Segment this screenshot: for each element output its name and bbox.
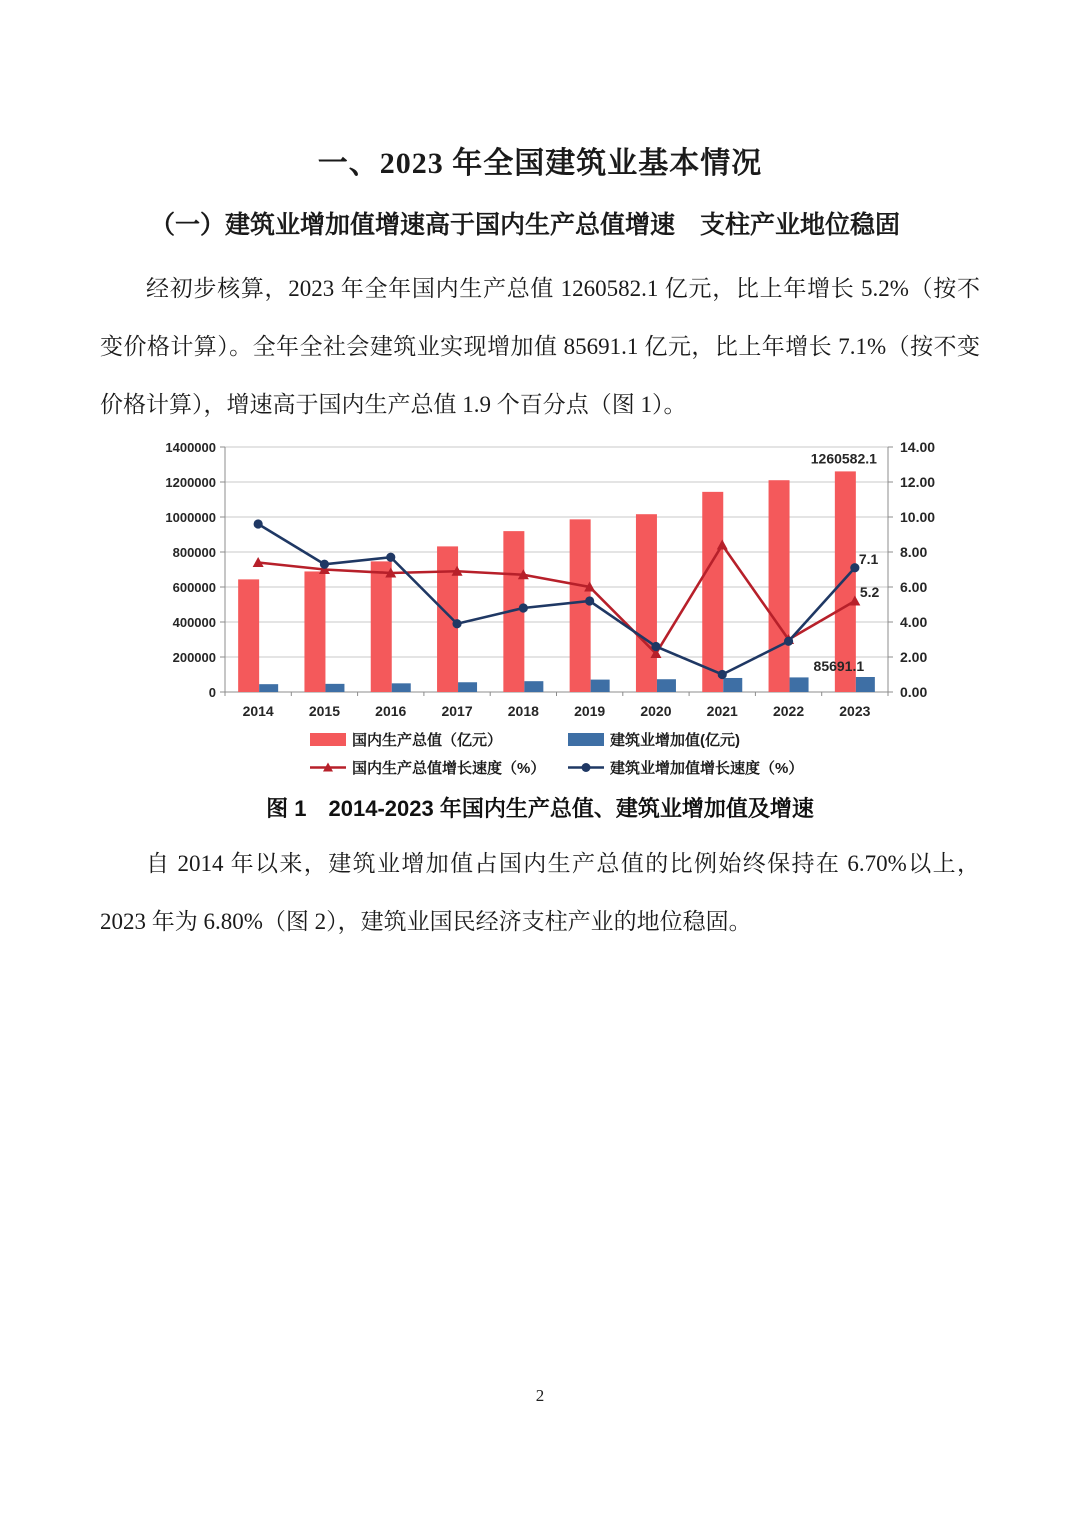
bar-2021 — [702, 492, 723, 692]
gdp-bars — [238, 471, 856, 692]
right-axis-tick-label: 10.00 — [900, 509, 936, 525]
figure-1 — [100, 434, 980, 823]
left-axis-tick-label: 800000 — [172, 545, 216, 560]
circle-marker — [452, 619, 461, 628]
legend-circle-marker — [582, 763, 591, 772]
circle-marker — [718, 670, 727, 679]
bar-2020 — [657, 679, 676, 692]
section-heading: 一、2023 年全国建筑业基本情况 — [317, 147, 763, 180]
bar-2016 — [371, 561, 392, 692]
page-number: 2 — [535, 1386, 545, 1405]
year-label: 2014 — [242, 703, 274, 719]
bar-2015 — [325, 684, 344, 692]
right-axis-tick-label: 12.00 — [900, 474, 936, 490]
bar-2017 — [437, 546, 458, 692]
paragraph-intro: 经初步核算，2023 年全年国内生产总值 1260582.1 亿元，比上年增长 5.2%（按不变价格计算）。全年全社会建筑业实现增加值 85691.1 亿元，比上年增长 7.1%（按不变价格计算），增速高于国内生产总值 1.9 个百分点（图 1）。 — [100, 276, 980, 417]
bar-2022 — [769, 480, 790, 692]
figure-caption: 图 1 2014-2023 年国内生产总值、建筑业增加值及增速 — [266, 796, 814, 821]
right-axis-labels — [900, 439, 935, 700]
right-axis-tick-label: 4.00 — [900, 614, 928, 630]
year-label: 2023 — [839, 703, 871, 719]
year-label: 2022 — [772, 703, 805, 719]
bar-2020 — [636, 514, 657, 692]
legend-label: 国内生产总值增长速度（%） — [352, 760, 546, 777]
subsection-heading: （一）建筑业增加值增速高于国内生产总值增速 支柱产业地位稳固 — [150, 212, 901, 239]
left-axis-tick-label: 1200000 — [165, 475, 216, 490]
year-label: 2019 — [574, 703, 606, 719]
right-axis-tick-label: 8.00 — [900, 544, 928, 560]
combo-chart-container — [130, 434, 1010, 790]
legend-label: 国内生产总值（亿元） — [352, 732, 503, 749]
bar-2015 — [304, 571, 325, 692]
year-label: 2016 — [375, 703, 407, 719]
data-label: 85691.1 — [813, 658, 865, 675]
circle-marker — [651, 642, 660, 651]
circle-marker — [320, 560, 329, 569]
bar-2022 — [790, 677, 809, 692]
bar-2016 — [392, 683, 411, 692]
year-label: 2018 — [507, 703, 539, 719]
left-axis-tick-label: 0 — [208, 685, 216, 700]
bar-2021 — [723, 678, 742, 692]
legend-swatch — [568, 733, 604, 746]
left-axis-tick-label: 400000 — [172, 615, 216, 630]
circle-marker — [585, 596, 594, 605]
x-axis-labels — [243, 703, 871, 719]
legend-swatch — [310, 733, 346, 746]
year-label: 2015 — [308, 703, 341, 719]
circle-marker — [386, 553, 395, 562]
bar-2023 — [856, 677, 875, 692]
left-axis-tick-label: 200000 — [172, 650, 216, 665]
year-label: 2021 — [706, 703, 738, 719]
bar-2018 — [524, 681, 543, 692]
right-axis-tick-label: 6.00 — [900, 579, 928, 595]
left-axis-tick-label: 600000 — [172, 580, 216, 595]
data-label: 5.2 — [859, 584, 880, 600]
legend-label: 建筑业增加值(亿元) — [610, 732, 740, 749]
bar-2017 — [458, 682, 477, 692]
paragraph-ratio: 自 2014 年以来，建筑业增加值占国内生产总值的比例始终保持在 6.70%以上，2023 年为 6.80%（图 2），建筑业国民经济支柱产业的地位稳固。 — [100, 851, 980, 934]
bar-2014 — [238, 579, 259, 692]
left-axis-tick-label: 1000000 — [165, 510, 216, 525]
circle-marker — [254, 519, 263, 528]
circle-marker — [784, 637, 793, 646]
right-axis-tick-label: 14.00 — [900, 439, 936, 455]
figure-1-chart — [130, 434, 1010, 790]
bar-2019 — [591, 680, 610, 692]
right-axis-tick-label: 2.00 — [900, 649, 928, 665]
year-label: 2020 — [640, 703, 672, 719]
chart-legend — [310, 731, 803, 777]
year-label: 2017 — [441, 703, 473, 719]
bar-2014 — [259, 684, 278, 692]
left-axis-labels — [165, 440, 216, 700]
left-axis-tick-label: 1400000 — [165, 440, 216, 455]
bar-2019 — [570, 519, 591, 692]
circle-marker — [519, 603, 528, 612]
growth-polyline — [258, 524, 855, 675]
data-label: 1260582.1 — [810, 450, 877, 467]
legend-label: 建筑业增加值增长速度（%） — [610, 760, 804, 777]
data-label: 7.1 — [858, 550, 879, 567]
right-axis-tick-label: 0.00 — [900, 684, 928, 700]
